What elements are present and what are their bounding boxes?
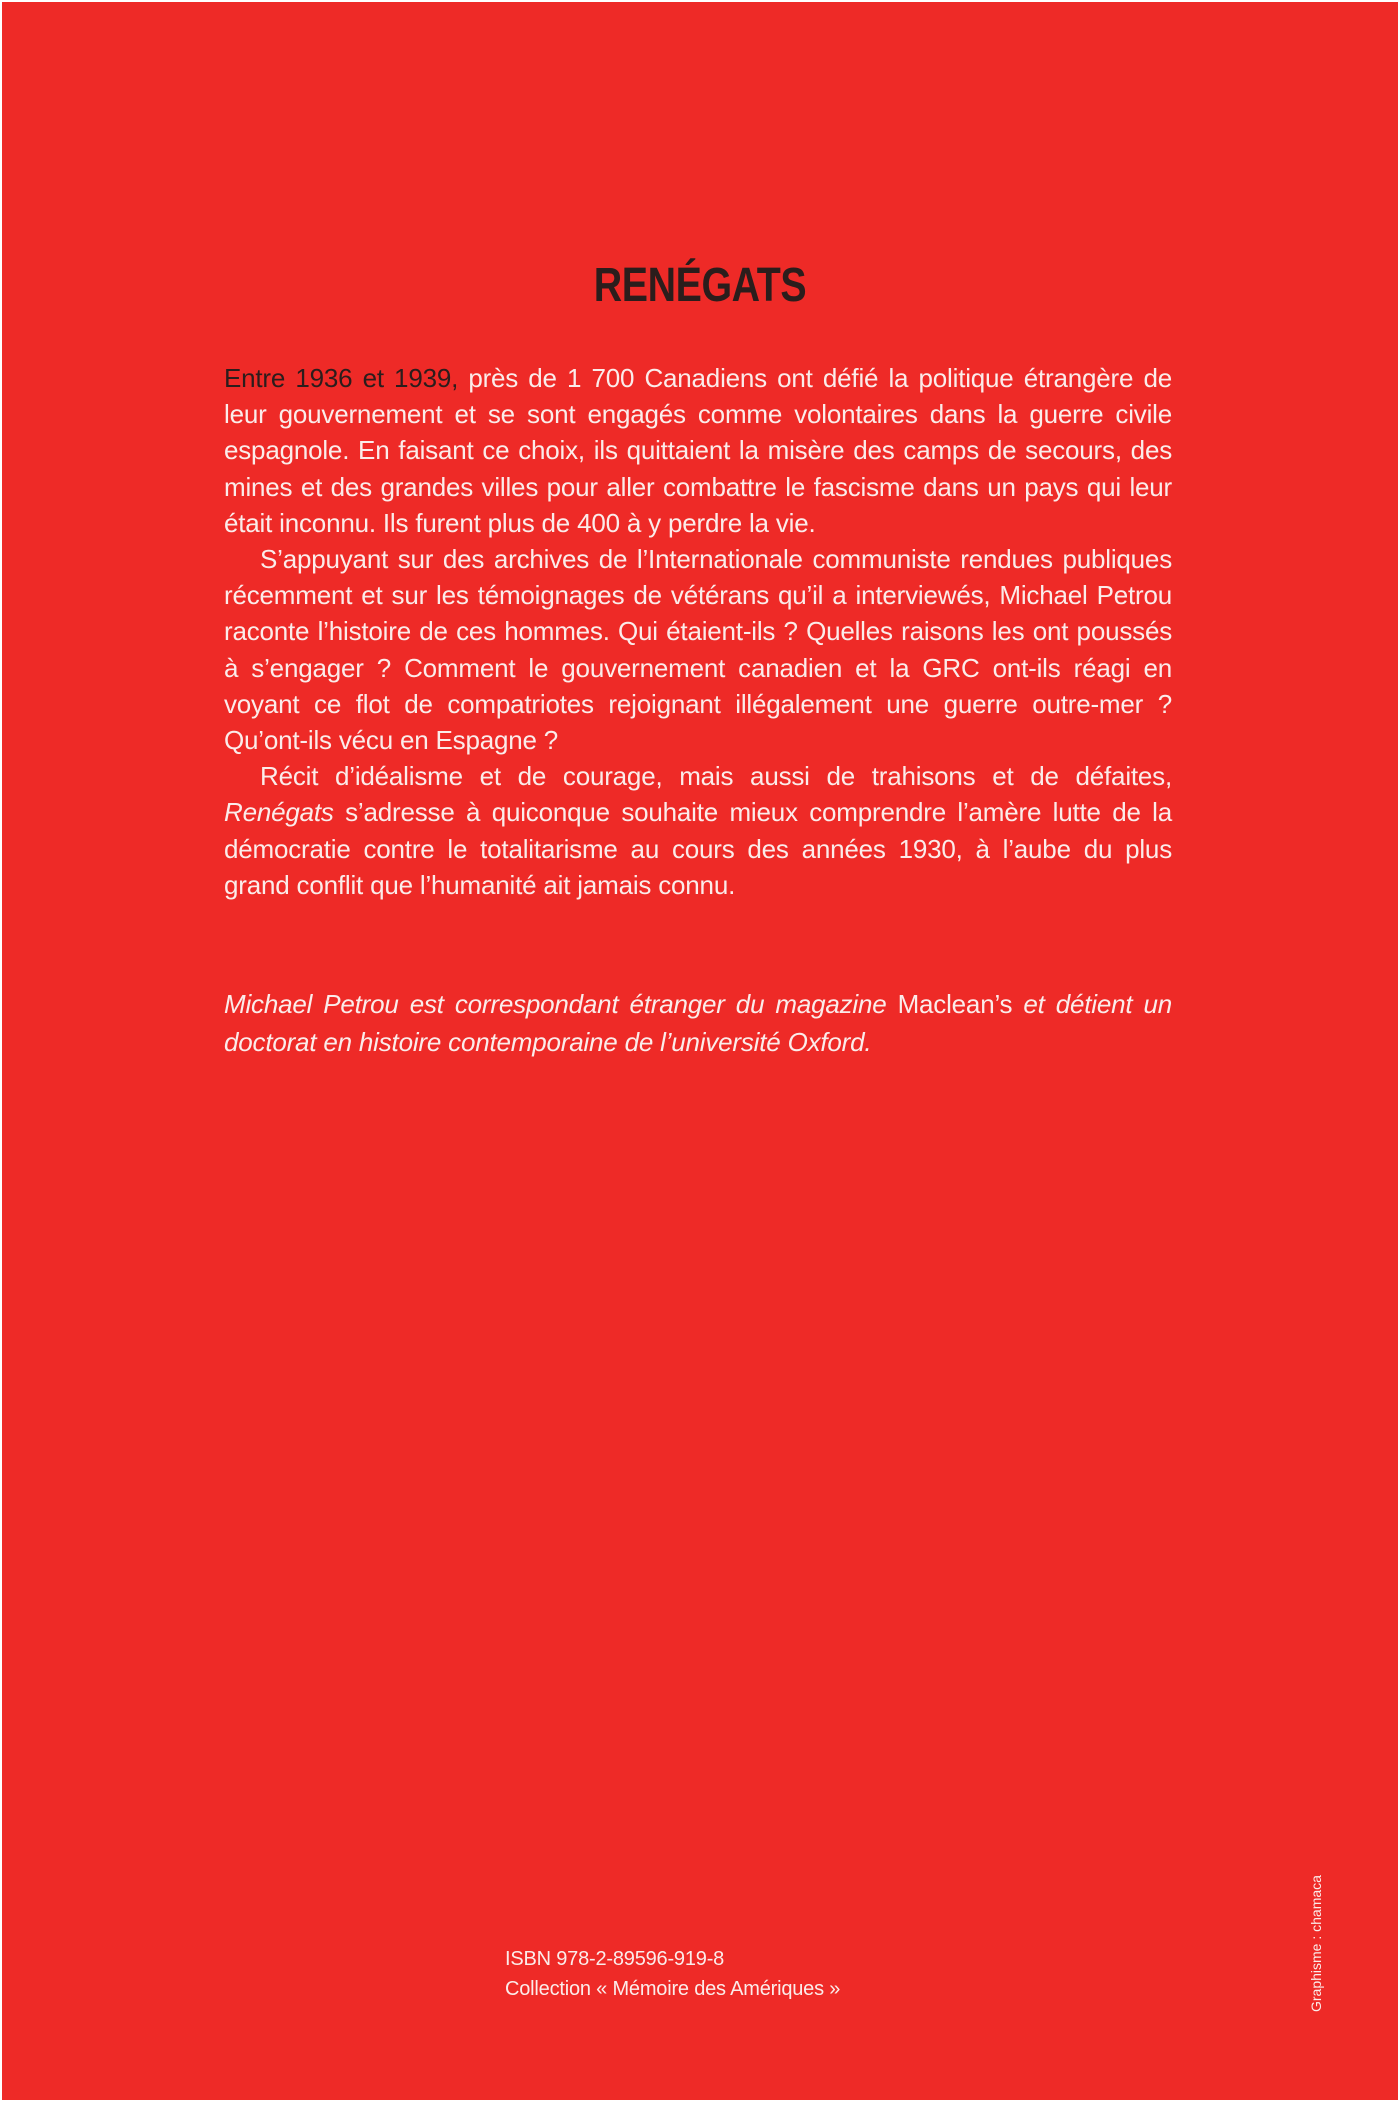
blurb-paragraph-3 <box>224 758 1172 903</box>
book-title: RENÉGATS <box>593 259 807 312</box>
design-credit: Graphisme : chamaca <box>1308 1875 1324 2012</box>
collection-name: Collection « Mémoire des Amériques » <box>505 1978 841 2000</box>
blurb-paragraph-3-intro: Récit d’idéalisme et de courage, mais aussi de trahisons et de défaites, <box>260 761 1172 792</box>
blurb <box>224 360 1172 903</box>
back-cover <box>2 2 1398 2100</box>
blurb-paragraph-3-text: s’adresse à quiconque souhaite mieux comprendre l’amère lutte de la démocratie contre le totalitarisme au cours des années 1930, à l’aube du plus grand conflit que l’humanité ait jamais connu. <box>224 797 1172 900</box>
author-bio-part-1: Michael Petrou est correspondant étranger du magazine <box>224 989 898 1019</box>
author-bio-part-2: et détient un doctorat en histoire contemporaine de l’université Oxford. <box>224 989 1172 1057</box>
blurb-book-title: Renégats <box>224 797 334 828</box>
blurb-paragraph-2: S’appuyant sur des archives de l’Internationale communiste rendues publiques récemment et sur les témoignages de vétérans qu’il a interviewés, Michael Petrou raconte l’histoire de ces hommes. Qui étaient-ils ? Quelles raisons les ont poussés à s’engager ? Comment le gouvernement canadien et la GRC ont-ils réagi en voyant ce flot de compatriotes rejoignant illégalement une guerre outre-mer ? Qu’ont-ils vécu en Espagne ? <box>224 544 1172 756</box>
blurb-paragraph-1-text: près de 1 700 Canadiens ont défié la politique étrangère de leur gouvernement et se sont engagés comme volontaires dans la guerre civile espagnole. En faisant ce choix, ils quittaient la misère des camps de secours, des mines et des grandes villes pour aller combattre le fascisme dans un pays qui leur était inconnu. Ils furent plus de 400 à y perdre la vie. <box>224 363 1172 538</box>
isbn: ISBN 978-2-89596-919-8 <box>505 1948 725 1970</box>
blurb-paragraph-1 <box>224 360 1172 541</box>
author-bio <box>224 985 1172 1061</box>
blurb-lead: Entre 1936 et 1939, <box>224 363 459 393</box>
publication-info <box>505 1944 840 2004</box>
author-bio-magazine: Maclean’s <box>897 989 1013 1019</box>
